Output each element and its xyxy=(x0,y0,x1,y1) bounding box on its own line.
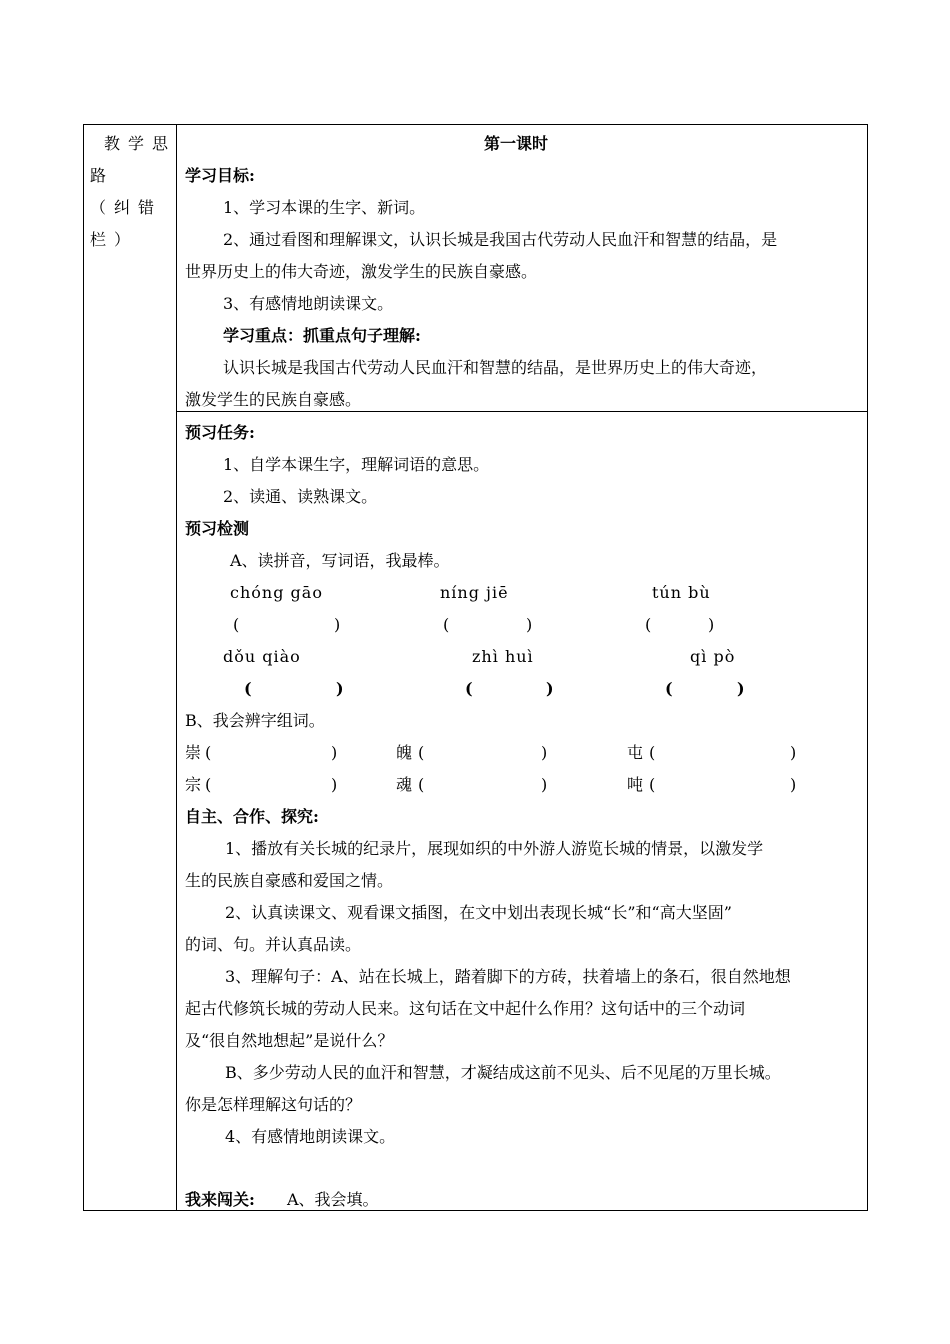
answer-paren-close: ) xyxy=(790,743,797,762)
preview-task-1: 1、自学本课生字，理解词语的意思。 xyxy=(223,455,490,474)
answer-paren-close: ) xyxy=(334,615,341,634)
char-hun: 魂 xyxy=(396,775,413,794)
left-column-line-2: 路 xyxy=(90,166,107,185)
answer-paren-close: ) xyxy=(790,775,797,794)
goal-1: 1、学习本课的生字、新词。 xyxy=(223,198,426,217)
left-column-line-3: （纠错 xyxy=(90,198,163,217)
part-a-title: A、读拼音，写词语，我最棒。 xyxy=(230,551,450,570)
answer-paren-open: ( xyxy=(244,679,252,698)
char-tun: 屯 xyxy=(627,743,644,762)
preview-check-title: 预习检测 xyxy=(185,519,250,538)
pinyin-chonggao: chóng gāo xyxy=(230,583,323,602)
answer-paren-close: ) xyxy=(708,615,715,634)
explore-item-1-line-1: 1、播放有关长城的纪录片，展现如织的中外游人游览长城的情景，以激发学 xyxy=(225,839,764,858)
explore-item-4: 4、有感情地朗读课文。 xyxy=(225,1127,396,1146)
challenge-text: A、我会填。 xyxy=(287,1190,379,1209)
pinyin-douqiao: dǒu qiào xyxy=(223,647,301,666)
answer-paren-close: ) xyxy=(541,743,548,762)
pinyin-qipo: qì pò xyxy=(690,647,736,666)
explore-item-3-line-2: 起古代修筑长城的劳动人民来。这句话在文中起什么作用？这句话中的三个动词 xyxy=(185,999,746,1018)
goal-2-line-1: 2、通过看图和理解课文，认识长城是我国古代劳动人民血汗和智慧的结晶，是 xyxy=(223,230,778,249)
left-column-line-4: 栏） xyxy=(90,230,139,249)
answer-paren-open: ( xyxy=(233,615,240,634)
char-po: 魄 xyxy=(396,743,413,762)
answer-paren-close: ) xyxy=(526,615,533,634)
answer-paren-open: ( xyxy=(665,679,673,698)
explore-item-3-line-3: 及“很自然地想起”是说什么？ xyxy=(185,1031,394,1050)
explore-item-3-line-1: 3、理解句子：A、站在长城上，踏着脚下的方砖，扶着墙上的条石，很自然地想 xyxy=(225,967,791,986)
answer-paren-open: ( xyxy=(205,743,212,762)
explore-item-1-line-2: 生的民族自豪感和爱国之情。 xyxy=(185,871,394,890)
pinyin-tunbu: tún bù xyxy=(652,583,711,602)
focus-title: 学习重点：抓重点句子理解: xyxy=(223,326,421,345)
explore-item-2-line-2: 的词、句。并认真品读。 xyxy=(185,935,362,954)
char-chong: 崇 xyxy=(185,743,202,762)
answer-paren-close: ) xyxy=(336,679,344,698)
lesson-heading: 第一课时 xyxy=(484,134,549,153)
char-zong: 宗 xyxy=(185,775,202,794)
focus-line-1: 认识长城是我国古代劳动人民血汗和智慧的结晶，是世界历史上的伟大奇迹， xyxy=(223,358,768,377)
answer-paren-close: ) xyxy=(331,743,338,762)
answer-paren-close: ) xyxy=(331,775,338,794)
goals-title: 学习目标: xyxy=(185,166,255,185)
answer-paren-open: ( xyxy=(649,775,656,794)
preview-tasks-title: 预习任务: xyxy=(185,423,255,442)
explore-title: 自主、合作、探究: xyxy=(185,807,319,826)
answer-paren-open: ( xyxy=(649,743,656,762)
answer-paren-open: ( xyxy=(205,775,212,794)
char-dun: 吨 xyxy=(627,775,644,794)
challenge-title: 我来闯关: xyxy=(185,1190,255,1209)
explore-item-3-line-5: 你是怎样理解这句话的？ xyxy=(185,1095,362,1114)
section-divider xyxy=(177,411,867,412)
part-b-title: B、我会辨字组词。 xyxy=(185,711,325,730)
preview-task-2: 2、读通、读熟课文。 xyxy=(223,487,378,506)
answer-paren-open: ( xyxy=(443,615,450,634)
pinyin-ningjie: níng jiē xyxy=(440,583,509,602)
goal-3: 3、有感情地朗读课文。 xyxy=(223,294,394,313)
answer-paren-open: ( xyxy=(465,679,473,698)
answer-paren-open: ( xyxy=(645,615,652,634)
explore-item-3-line-4: B、多少劳动人民的血汗和智慧，才凝结成这前不见头、后不见尾的万里长城。 xyxy=(225,1063,781,1082)
goal-2-line-2: 世界历史上的伟大奇迹，激发学生的民族自豪感。 xyxy=(185,262,538,281)
answer-paren-close: ) xyxy=(546,679,554,698)
pinyin-zhihui: zhì huì xyxy=(472,647,534,666)
answer-paren-close: ) xyxy=(737,679,745,698)
explore-item-2-line-1: 2、认真读课文、观看课文插图，在文中划出表现长城“长”和“高大坚固” xyxy=(225,903,732,922)
focus-line-2: 激发学生的民族自豪感。 xyxy=(185,390,362,409)
left-column-line-1: 教学思 xyxy=(104,134,177,153)
teaching-notes-column xyxy=(84,125,177,1210)
answer-paren-open: ( xyxy=(418,775,425,794)
answer-paren-close: ) xyxy=(541,775,548,794)
answer-paren-open: ( xyxy=(418,743,425,762)
